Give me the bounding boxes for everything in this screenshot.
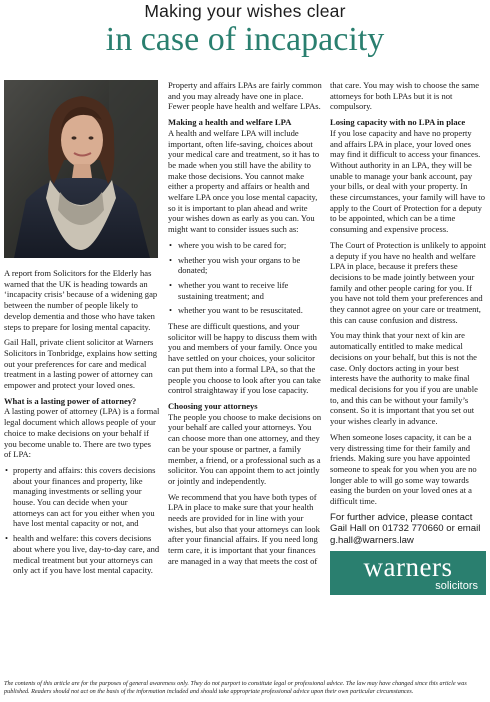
article-headline: in case of incapacity <box>105 21 385 58</box>
list-item: • health and welfare: this covers decisions about where you live, day-to-day care, and medical treatment but your attorneys can only act if you have lost mental capacity. <box>4 533 160 576</box>
column-1 <box>4 80 160 581</box>
body-paragraph: These are difficult questions, and your solicitor will be happy to discuss them with you and members of your family. Once you have settled on your choices, your solicitor can put them into a formal LPA, so that the people you choose to look after you can take control straightaway if you lose capacity. <box>168 321 321 396</box>
contact-phone-line: Gail Hall on 01732 770660 or email <box>330 523 481 535</box>
author-paragraph: Gail Hall, private client solicitor at Warners Solicitors in Tonbridge, explains how setting out your preferences for care and medical treatment in a lasting power of attorney can empower and protect your loved ones. <box>4 337 158 391</box>
body-paragraph: that care. You may wish to choose the same attorneys for both LPAs but it is not compulsory. <box>330 80 480 112</box>
list-item: • whether you want to receive life sustaining treatment; and <box>168 280 322 301</box>
column-3 <box>330 80 486 595</box>
body-paragraph: The people you choose to make decisions on your behalf are called your attorneys. You can choose more than one attorney, and they can be your spouse or partner, a family member, a friend, or a professional such as a solicitor. You can appoint them to act jointly or jointly and independently. <box>168 411 322 486</box>
section-heading: Choosing your attorneys <box>168 400 258 411</box>
body-paragraph: We recommend that you have both types of LPA in place to make sure that your health needs are provided for in line with your wishes, but also that your attorneys can look after your financial affairs. If you need long term care, it is important that your finances are managed in a way that meets the cost of <box>168 491 320 566</box>
body-paragraph: The Court of Protection is unlikely to appoint a deputy if you have no health and welfare LPA in place, because it prefers these decisions to be made jointly between your family and other people caring for you. If you have not told them your preferences and they cannot agree on your care or treatment, this can cause confusion and distress. <box>330 239 486 325</box>
intro-paragraph: A report from Solicitors for the Elderly has warned that the UK is heading towards an ‘incapacity crisis’ because of a widening gap between the number of people likely to develop dementia and those who have taken steps to prepare for losing mental capacity. <box>4 268 158 332</box>
body-paragraph: A health and welfare LPA will include important, often life-saving, choices about your medical care and treatment, so it has to be made when you still have the ability to make those decisions. You cannot make either a property and affairs or health and welfare LPA once you lose mental capacity, so it is important to plan ahead and write your wishes down as early as you can. You might want to consider issues such as: <box>168 127 320 235</box>
list-item: • where you wish to be cared for; <box>168 240 322 251</box>
list-item: • property and affairs: this covers decisions about your finances and property, like managing investments or selling your house. You can decide when your attorneys can act for you either when you have lost mental capacity or not, and <box>4 465 160 529</box>
contact-block <box>330 512 486 547</box>
column-2 <box>168 80 322 572</box>
list-item: • whether you wish your organs to be donated; <box>168 255 322 276</box>
section-heading: What is a lasting power of attorney? <box>4 395 137 406</box>
body-paragraph: If you lose capacity and have no property and affairs LPA in place, your loved ones may find it difficult to access your finances. Without authority in an LPA, they will be unable to manage your bank account, pay your bills, or deal with your property. In these circumstances, your family will have to apply to the Court of Protection for a deputy to be appointed, which can be a time consuming and expensive process. <box>330 127 485 235</box>
issues-list <box>168 240 322 316</box>
lpa-types-list <box>4 465 160 576</box>
author-photo <box>4 80 158 258</box>
body-paragraph: A lasting power of attorney (LPA) is a formal legal document which allows people of your choice to make decisions on your behalf if you become unable to. There are two types of LPA: <box>4 406 160 460</box>
contact-line: For further advice, please contact <box>330 511 473 523</box>
disclaimer: The contents of this article are for the purposes of general awareness only. They do not purport to constitute legal or professional advice. The law may have changed since this article was published. Readers should not act on the basis of the information included and should take appropriate professional advice upon their own particular circumstances. <box>4 680 467 695</box>
article-kicker: Making your wishes clear <box>144 1 346 21</box>
list-item: • whether you want to be resuscitated. <box>168 305 322 316</box>
body-paragraph: Property and affairs LPAs are fairly common and you may already have one in place. Fewer people have health and welfare LPAs. <box>168 80 322 112</box>
warners-logo <box>330 551 486 595</box>
logo-wordmark: warners <box>363 551 453 582</box>
section-heading: Making a health and welfare LPA <box>168 117 292 128</box>
section-heading: Losing capacity with no LPA in place <box>330 117 466 128</box>
contact-email[interactable]: g.hall@warners.law <box>330 534 414 546</box>
logo-subtitle: solicitors <box>435 579 478 592</box>
body-paragraph: When someone loses capacity, it can be a very distressing time for their family and friends. Making sure you have appointed someone to speak for you when you are no longer able to will go some way towards easing the burden on your loved ones at a difficult time. <box>330 431 477 507</box>
body-paragraph: You may think that your next of kin are automatically entitled to make medical decisions on your behalf, but this is not the case. Only doctors acting in your best interests have the authority to make final medical decisions for you if you are unable to, and this can be without your family’s consent. So it is important that you set out your wishes clearly in advance. <box>330 330 478 427</box>
